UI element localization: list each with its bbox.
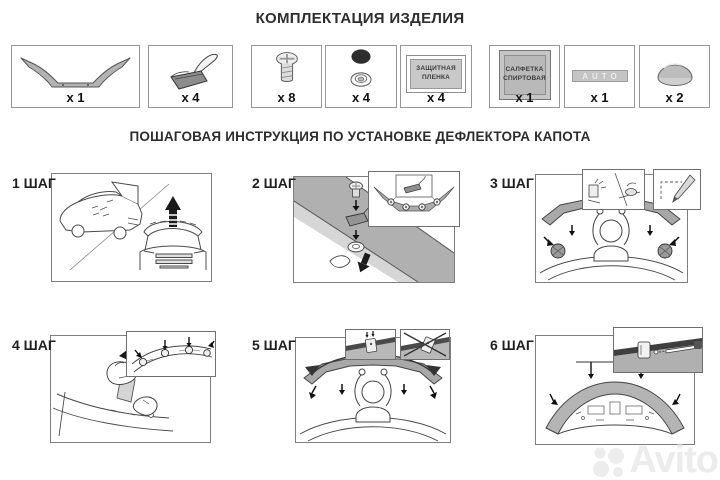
step-5-inset-correct	[345, 329, 396, 360]
step-1-illustration	[52, 174, 211, 281]
step-2-inset-illustration	[369, 172, 459, 226]
wipe-label-line2: СПИРТОВАЯ	[503, 75, 546, 82]
kit-qty: x 1	[590, 90, 609, 105]
auto-logo-strip: AUTO	[572, 70, 628, 82]
kit-item-wipe	[489, 45, 560, 108]
step-1-box	[51, 173, 212, 282]
kit-item-deflector	[11, 45, 140, 108]
protective-film-card	[406, 55, 466, 93]
step-5-inset-wrong-illustration	[401, 330, 449, 359]
kit-item-screw	[251, 45, 322, 108]
avito-logo-icon	[590, 441, 626, 479]
kit-qty: x 4	[351, 90, 371, 105]
screw-icon	[271, 49, 303, 91]
kit-title: КОМПЛЕКТАЦИЯ ИЗДЕЛИЯ	[255, 10, 465, 27]
cap-washer-icon	[344, 48, 378, 92]
step-1-label: 1 ШАГ	[12, 175, 56, 191]
step-5-inset-correct-illustration	[346, 330, 395, 359]
kit-item-dome-cap	[639, 45, 710, 108]
kit-qty: x 2	[665, 90, 684, 105]
mounting-clip-icon	[161, 48, 221, 94]
kit-qty: x 1	[66, 90, 85, 105]
step-3-inset-pencil	[653, 169, 701, 210]
step-6-label: 6 ШАГ	[490, 337, 534, 353]
hood-deflector-icon	[18, 54, 133, 90]
step-2-label: 2 ШАГ	[252, 175, 296, 191]
film-label-line1: ЗАЩИТНАЯ	[416, 65, 456, 73]
dome-cap-icon	[652, 53, 698, 89]
kit-qty: x 8	[277, 90, 296, 105]
kit-item-auto-strip	[564, 45, 635, 108]
kit-qty: x 4	[426, 90, 446, 105]
steps-title: ПОШАГОВАЯ ИНСТРУКЦИЯ ПО УСТАНОВКЕ ДЕФЛЕКТОРА КАПОТА	[129, 129, 591, 144]
step-4-inset	[126, 331, 216, 377]
step-6-inset	[613, 327, 703, 373]
step-2-inset	[368, 171, 460, 227]
step-3-inset-pencil-illustration	[654, 170, 700, 209]
step-5-label: 5 ШАГ	[252, 337, 296, 353]
film-label-line2: ПЛЕНКА	[421, 74, 451, 81]
step-4-label: 4 ШАГ	[12, 337, 56, 353]
avito-watermark	[590, 440, 718, 480]
kit-qty: x 1	[515, 90, 534, 105]
wipe-label-line1: САЛФЕТКА	[505, 66, 544, 74]
step-6-inset-illustration	[614, 328, 702, 372]
kit-item-clip	[148, 45, 233, 108]
step-4-inset-illustration	[127, 332, 215, 376]
step-3-inset-wipe	[582, 169, 645, 210]
step-3-inset-wipe-illustration	[583, 170, 644, 209]
kit-item-film	[400, 45, 472, 108]
watermark-text: Avito	[629, 439, 718, 480]
step-3-label: 3 ШАГ	[490, 175, 534, 191]
kit-qty: x 4	[181, 90, 200, 105]
kit-item-cap-washer	[325, 45, 397, 108]
step-5-inset-wrong	[400, 329, 450, 360]
